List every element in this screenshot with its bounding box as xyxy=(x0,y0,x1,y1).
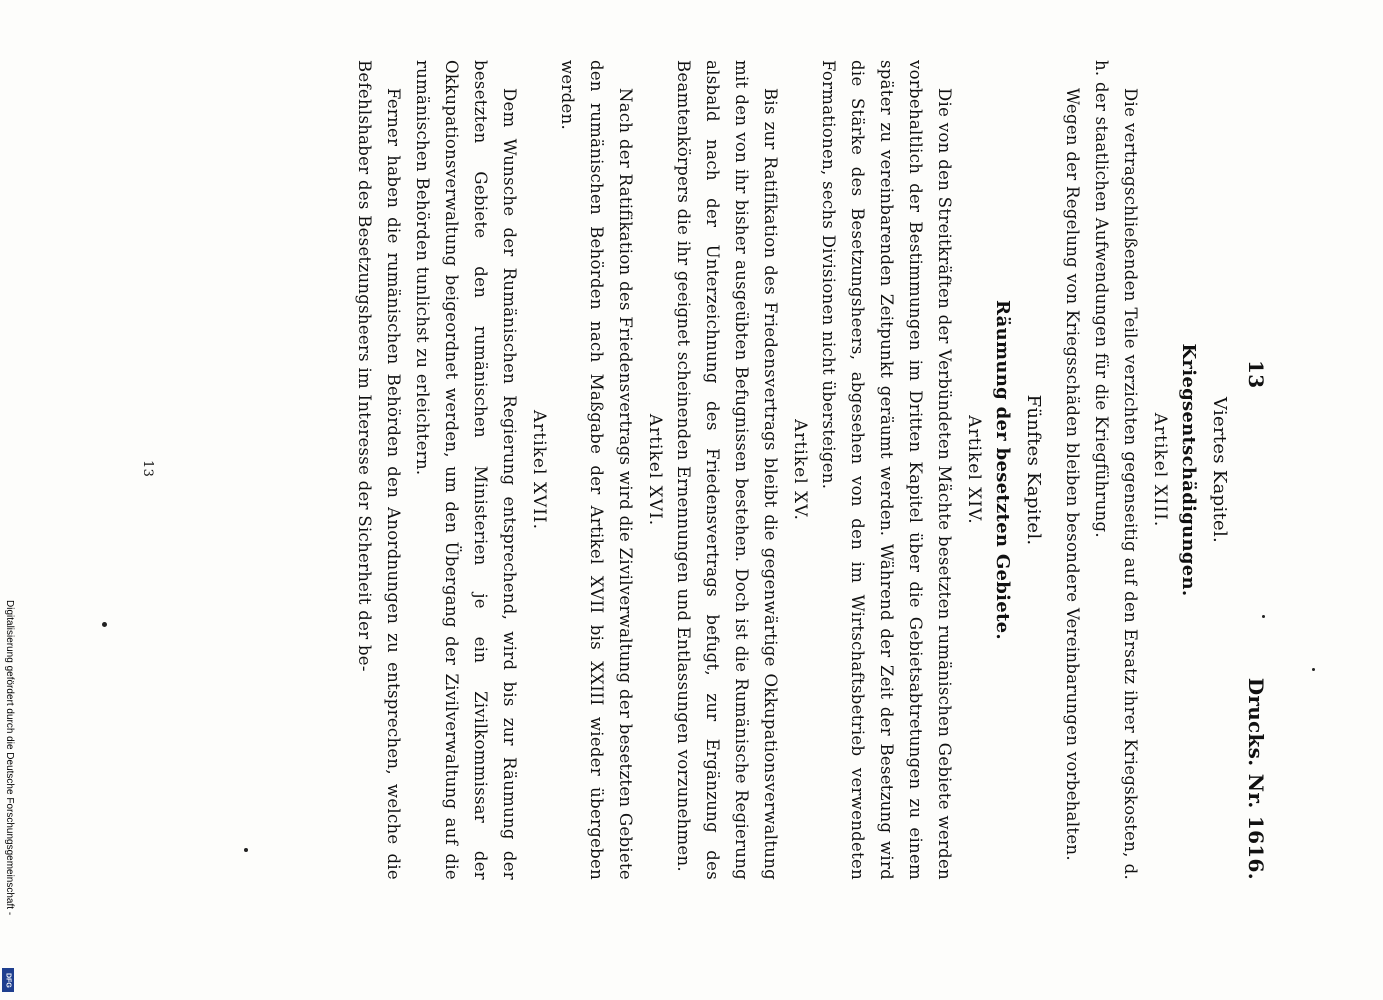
paragraph: Bis zur Ratifikation des Friedensvertrags bleibt die gegenwärtige Okkupationsverwaltung mit den von ihr bisher ausgeübten Befugnissen bestehen. Doch ist die Rumänische Regierung alsbald nach der Unterzeichnung des Friedensvertrags befugt, zur Ergänzung des Beamtenkörpers die ihr geeignet scheinenden Ernennungen und Entlassungen vorzunehmen. xyxy=(674,60,780,880)
paragraph: Ferner haben die rumänischen Behörden den Anordnungen zu entsprechen, welche die Befehlshaber des Besetzungsheers im Interesse der Sicherheit der be- xyxy=(355,60,403,880)
page-header xyxy=(1236,60,1270,880)
chapter-subtitle: Räumung der besetzten Gebiete. xyxy=(992,300,1013,640)
footer-page-number: 13 xyxy=(140,460,155,478)
chapter-subtitle: Kriegsentschädigungen. xyxy=(1178,343,1199,597)
article-heading: Artikel XV. xyxy=(790,419,810,521)
scan-speck xyxy=(1262,615,1265,618)
paragraph: Dem Wunsche der Rumänischen Regierung entsprechend, wird bis zur Räumung der besetzten Gebiete den rumänischen Ministerien je ein Zivilkommissar der Okkupationsverwaltung beigeordnet werden, um den Übergang der Zivilverwaltung auf die rumänischen Behörden tunlichst zu erleichtern. xyxy=(413,60,519,880)
paragraph: Die vertragschließenden Teile verzichten gegenseitig auf den Ersatz ihrer Kriegskosten, d. h. der staatlichen Aufwendungen für die Kriegführung. xyxy=(1092,60,1140,880)
document-page xyxy=(130,60,1270,880)
digitization-stamp xyxy=(2,600,16,995)
dfg-logo: DFG xyxy=(2,968,14,992)
chapter-title: Viertes Kapitel. xyxy=(1209,396,1230,544)
paragraph: Die von den Streitkräften der Verbündeten Mächte besetzten rumänischen Gebiete werden vorbehaltlich der Bestimmungen im Dritten Kapitel über die Gebietsabtretungen zu einem später zu vereinbarenden Zeitpunkt geräumt werden. Während der Zeit der Besetzung wird die Stärke des Besetzungsheers, abgesehen von den im Wirtschaftsbetrieb verwendeten Formationen, sechs Divisionen nicht übersteigen. xyxy=(819,60,954,880)
stamp-text: Digitalisierung gefördert durch die Deutsche Forschungsgemeinschaft - xyxy=(4,600,15,916)
scan-speck xyxy=(1312,668,1315,671)
paragraph: Wegen der Regelung von Kriegsschäden bleiben besondere Vereinbarungen vorbehalten. xyxy=(1063,88,1082,861)
article-heading: Artikel XVII. xyxy=(529,409,549,531)
scan-speck xyxy=(102,622,107,627)
page-number: 13 xyxy=(1244,360,1268,389)
print-reference: Drucks. Nr. 1616. xyxy=(1244,677,1268,880)
scan-speck xyxy=(244,848,248,852)
article-heading: Artikel XVI. xyxy=(645,413,665,527)
paragraph: Nach der Ratifikation des Friedensvertrags wird die Zivilverwaltung der besetzten Gebiete den rumänischen Behörden nach Maßgabe der Artikel XVII bis XXIII wieder übergeben werden. xyxy=(558,60,635,880)
chapter-title: Fünftes Kapitel. xyxy=(1023,394,1044,546)
article-heading: Artikel XIII. xyxy=(1150,412,1170,528)
article-heading: Artikel XIV. xyxy=(964,415,984,525)
